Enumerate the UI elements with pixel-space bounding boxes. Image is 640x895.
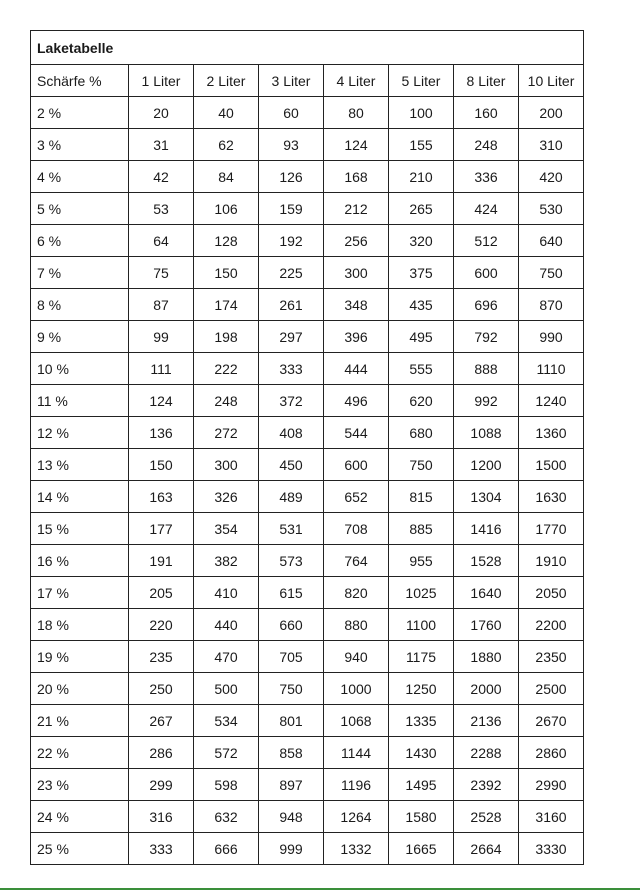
- salt-amount-cell: 205: [129, 577, 194, 609]
- salt-amount-cell: 320: [389, 225, 454, 257]
- salt-amount-cell: 708: [324, 513, 389, 545]
- salt-amount-cell: 20: [129, 97, 194, 129]
- row-label-sharpness: 18 %: [31, 609, 129, 641]
- salt-amount-cell: 489: [259, 481, 324, 513]
- salt-amount-cell: 354: [194, 513, 259, 545]
- column-header-volume: 4 Liter: [324, 65, 389, 97]
- salt-amount-cell: 444: [324, 353, 389, 385]
- salt-amount-cell: 435: [389, 289, 454, 321]
- salt-amount-cell: 1196: [324, 769, 389, 801]
- salt-amount-cell: 150: [129, 449, 194, 481]
- salt-amount-cell: 333: [259, 353, 324, 385]
- salt-amount-cell: 598: [194, 769, 259, 801]
- salt-amount-cell: 93: [259, 129, 324, 161]
- salt-amount-cell: 1144: [324, 737, 389, 769]
- salt-amount-cell: 160: [454, 97, 519, 129]
- salt-amount-cell: 990: [519, 321, 584, 353]
- salt-amount-cell: 267: [129, 705, 194, 737]
- salt-amount-cell: 1640: [454, 577, 519, 609]
- salt-amount-cell: 470: [194, 641, 259, 673]
- table-row: [31, 577, 584, 609]
- salt-amount-cell: 42: [129, 161, 194, 193]
- salt-amount-cell: 660: [259, 609, 324, 641]
- row-label-sharpness: 2 %: [31, 97, 129, 129]
- salt-amount-cell: 159: [259, 193, 324, 225]
- salt-amount-cell: 500: [194, 673, 259, 705]
- salt-amount-cell: 992: [454, 385, 519, 417]
- row-label-sharpness: 24 %: [31, 801, 129, 833]
- table-title: Laketabelle: [31, 31, 584, 65]
- salt-amount-cell: 1088: [454, 417, 519, 449]
- row-label-sharpness: 14 %: [31, 481, 129, 513]
- salt-amount-cell: 1880: [454, 641, 519, 673]
- salt-amount-cell: 1332: [324, 833, 389, 865]
- salt-amount-cell: 600: [324, 449, 389, 481]
- salt-amount-cell: 198: [194, 321, 259, 353]
- salt-amount-cell: 136: [129, 417, 194, 449]
- salt-amount-cell: 250: [129, 673, 194, 705]
- salt-amount-cell: 680: [389, 417, 454, 449]
- table-row: [31, 417, 584, 449]
- salt-amount-cell: 177: [129, 513, 194, 545]
- salt-amount-cell: 60: [259, 97, 324, 129]
- salt-amount-cell: 2670: [519, 705, 584, 737]
- salt-amount-cell: 1360: [519, 417, 584, 449]
- salt-amount-cell: 80: [324, 97, 389, 129]
- salt-amount-cell: 1500: [519, 449, 584, 481]
- salt-amount-cell: 225: [259, 257, 324, 289]
- salt-amount-cell: 1240: [519, 385, 584, 417]
- salt-amount-cell: 297: [259, 321, 324, 353]
- salt-amount-cell: 62: [194, 129, 259, 161]
- salt-amount-cell: 408: [259, 417, 324, 449]
- table-row: [31, 673, 584, 705]
- salt-amount-cell: 1250: [389, 673, 454, 705]
- row-label-sharpness: 12 %: [31, 417, 129, 449]
- column-header-volume: 2 Liter: [194, 65, 259, 97]
- salt-amount-cell: 885: [389, 513, 454, 545]
- column-header-volume: 3 Liter: [259, 65, 324, 97]
- salt-amount-cell: 336: [454, 161, 519, 193]
- row-label-sharpness: 4 %: [31, 161, 129, 193]
- salt-amount-cell: 410: [194, 577, 259, 609]
- salt-amount-cell: 572: [194, 737, 259, 769]
- salt-amount-cell: 99: [129, 321, 194, 353]
- salt-amount-cell: 858: [259, 737, 324, 769]
- salt-amount-cell: 75: [129, 257, 194, 289]
- column-header-volume: 10 Liter: [519, 65, 584, 97]
- row-label-sharpness: 17 %: [31, 577, 129, 609]
- salt-amount-cell: 2500: [519, 673, 584, 705]
- salt-amount-cell: 531: [259, 513, 324, 545]
- table-row: [31, 833, 584, 865]
- table-row: [31, 481, 584, 513]
- salt-amount-cell: 2200: [519, 609, 584, 641]
- row-label-sharpness: 23 %: [31, 769, 129, 801]
- salt-amount-cell: 999: [259, 833, 324, 865]
- salt-amount-cell: 495: [389, 321, 454, 353]
- salt-amount-cell: 1665: [389, 833, 454, 865]
- salt-amount-cell: 128: [194, 225, 259, 257]
- table-body: [31, 97, 584, 865]
- salt-amount-cell: 450: [259, 449, 324, 481]
- salt-amount-cell: 1580: [389, 801, 454, 833]
- salt-amount-cell: 820: [324, 577, 389, 609]
- row-label-sharpness: 9 %: [31, 321, 129, 353]
- salt-amount-cell: 424: [454, 193, 519, 225]
- salt-amount-cell: 573: [259, 545, 324, 577]
- salt-amount-cell: 2528: [454, 801, 519, 833]
- salt-amount-cell: 31: [129, 129, 194, 161]
- salt-amount-cell: 150: [194, 257, 259, 289]
- table-row: [31, 801, 584, 833]
- row-label-sharpness: 15 %: [31, 513, 129, 545]
- salt-amount-cell: 111: [129, 353, 194, 385]
- salt-amount-cell: 620: [389, 385, 454, 417]
- salt-amount-cell: 1100: [389, 609, 454, 641]
- salt-amount-cell: 1430: [389, 737, 454, 769]
- salt-amount-cell: 100: [389, 97, 454, 129]
- salt-amount-cell: 496: [324, 385, 389, 417]
- salt-amount-cell: 420: [519, 161, 584, 193]
- salt-amount-cell: 124: [129, 385, 194, 417]
- table-row: [31, 513, 584, 545]
- salt-amount-cell: 40: [194, 97, 259, 129]
- salt-amount-cell: 256: [324, 225, 389, 257]
- salt-amount-cell: 1416: [454, 513, 519, 545]
- salt-amount-cell: 299: [129, 769, 194, 801]
- salt-amount-cell: 124: [324, 129, 389, 161]
- salt-amount-cell: 750: [389, 449, 454, 481]
- salt-amount-cell: 265: [389, 193, 454, 225]
- salt-amount-cell: 666: [194, 833, 259, 865]
- salt-amount-cell: 168: [324, 161, 389, 193]
- salt-amount-cell: 126: [259, 161, 324, 193]
- salt-amount-cell: 555: [389, 353, 454, 385]
- salt-amount-cell: 192: [259, 225, 324, 257]
- salt-amount-cell: 333: [129, 833, 194, 865]
- salt-amount-cell: 705: [259, 641, 324, 673]
- salt-amount-cell: 2288: [454, 737, 519, 769]
- row-label-sharpness: 25 %: [31, 833, 129, 865]
- salt-amount-cell: 3330: [519, 833, 584, 865]
- table-row: [31, 385, 584, 417]
- salt-amount-cell: 512: [454, 225, 519, 257]
- title-row: [31, 31, 584, 65]
- salt-amount-cell: 316: [129, 801, 194, 833]
- salt-amount-cell: 2050: [519, 577, 584, 609]
- salt-amount-cell: 615: [259, 577, 324, 609]
- salt-amount-cell: 640: [519, 225, 584, 257]
- salt-amount-cell: 64: [129, 225, 194, 257]
- salt-amount-cell: 191: [129, 545, 194, 577]
- salt-amount-cell: 1760: [454, 609, 519, 641]
- salt-amount-cell: 2136: [454, 705, 519, 737]
- row-label-sharpness: 13 %: [31, 449, 129, 481]
- table-row: [31, 609, 584, 641]
- salt-amount-cell: 530: [519, 193, 584, 225]
- salt-amount-cell: 300: [194, 449, 259, 481]
- bottom-divider: [0, 888, 640, 890]
- salt-amount-cell: 248: [454, 129, 519, 161]
- salt-amount-cell: 1264: [324, 801, 389, 833]
- salt-amount-cell: 87: [129, 289, 194, 321]
- table-row: [31, 321, 584, 353]
- salt-amount-cell: 2392: [454, 769, 519, 801]
- table-row: [31, 705, 584, 737]
- salt-amount-cell: 382: [194, 545, 259, 577]
- table-row: [31, 97, 584, 129]
- salt-amount-cell: 764: [324, 545, 389, 577]
- salt-amount-cell: 2350: [519, 641, 584, 673]
- table-row: [31, 289, 584, 321]
- salt-amount-cell: 1630: [519, 481, 584, 513]
- row-label-sharpness: 3 %: [31, 129, 129, 161]
- table-row: [31, 769, 584, 801]
- salt-amount-cell: 750: [519, 257, 584, 289]
- column-header-volume: 1 Liter: [129, 65, 194, 97]
- salt-amount-cell: 2990: [519, 769, 584, 801]
- salt-amount-cell: 310: [519, 129, 584, 161]
- salt-amount-cell: 600: [454, 257, 519, 289]
- row-label-sharpness: 16 %: [31, 545, 129, 577]
- salt-amount-cell: 326: [194, 481, 259, 513]
- salt-amount-cell: 632: [194, 801, 259, 833]
- salt-amount-cell: 200: [519, 97, 584, 129]
- salt-amount-cell: 652: [324, 481, 389, 513]
- column-header-volume: 8 Liter: [454, 65, 519, 97]
- salt-amount-cell: 348: [324, 289, 389, 321]
- row-label-sharpness: 5 %: [31, 193, 129, 225]
- table-row: [31, 225, 584, 257]
- salt-amount-cell: 2860: [519, 737, 584, 769]
- salt-amount-cell: 1025: [389, 577, 454, 609]
- salt-amount-cell: 2000: [454, 673, 519, 705]
- salt-amount-cell: 106: [194, 193, 259, 225]
- salt-amount-cell: 53: [129, 193, 194, 225]
- table-row: [31, 545, 584, 577]
- salt-amount-cell: 2664: [454, 833, 519, 865]
- salt-amount-cell: 220: [129, 609, 194, 641]
- salt-amount-cell: 286: [129, 737, 194, 769]
- salt-amount-cell: 396: [324, 321, 389, 353]
- salt-amount-cell: 300: [324, 257, 389, 289]
- salt-amount-cell: 272: [194, 417, 259, 449]
- salt-amount-cell: 1495: [389, 769, 454, 801]
- salt-amount-cell: 792: [454, 321, 519, 353]
- salt-amount-cell: 440: [194, 609, 259, 641]
- salt-amount-cell: 222: [194, 353, 259, 385]
- salt-amount-cell: 544: [324, 417, 389, 449]
- salt-amount-cell: 1335: [389, 705, 454, 737]
- row-label-sharpness: 11 %: [31, 385, 129, 417]
- salt-amount-cell: 248: [194, 385, 259, 417]
- salt-amount-cell: 235: [129, 641, 194, 673]
- salt-amount-cell: 897: [259, 769, 324, 801]
- salt-amount-cell: 888: [454, 353, 519, 385]
- table-row: [31, 193, 584, 225]
- header-row: [31, 65, 584, 97]
- column-header-sharpness: Schärfe %: [31, 65, 129, 97]
- salt-amount-cell: 1110: [519, 353, 584, 385]
- table-row: [31, 257, 584, 289]
- salt-amount-cell: 534: [194, 705, 259, 737]
- salt-amount-cell: 1770: [519, 513, 584, 545]
- salt-amount-cell: 1068: [324, 705, 389, 737]
- salt-amount-cell: 1304: [454, 481, 519, 513]
- row-label-sharpness: 21 %: [31, 705, 129, 737]
- table-row: [31, 641, 584, 673]
- row-label-sharpness: 10 %: [31, 353, 129, 385]
- salt-amount-cell: 84: [194, 161, 259, 193]
- table-row: [31, 129, 584, 161]
- salt-amount-cell: 174: [194, 289, 259, 321]
- salt-amount-cell: 3160: [519, 801, 584, 833]
- salt-amount-cell: 372: [259, 385, 324, 417]
- row-label-sharpness: 8 %: [31, 289, 129, 321]
- table-row: [31, 449, 584, 481]
- salt-amount-cell: 163: [129, 481, 194, 513]
- salt-amount-cell: 155: [389, 129, 454, 161]
- row-label-sharpness: 22 %: [31, 737, 129, 769]
- row-label-sharpness: 7 %: [31, 257, 129, 289]
- row-label-sharpness: 20 %: [31, 673, 129, 705]
- salt-amount-cell: 870: [519, 289, 584, 321]
- salt-amount-cell: 801: [259, 705, 324, 737]
- salt-amount-cell: 375: [389, 257, 454, 289]
- salt-amount-cell: 1910: [519, 545, 584, 577]
- row-label-sharpness: 6 %: [31, 225, 129, 257]
- salt-amount-cell: 696: [454, 289, 519, 321]
- salt-amount-cell: 261: [259, 289, 324, 321]
- salt-amount-cell: 940: [324, 641, 389, 673]
- salt-amount-cell: 948: [259, 801, 324, 833]
- brine-table: [30, 30, 584, 865]
- salt-amount-cell: 815: [389, 481, 454, 513]
- row-label-sharpness: 19 %: [31, 641, 129, 673]
- salt-amount-cell: 1200: [454, 449, 519, 481]
- salt-amount-cell: 955: [389, 545, 454, 577]
- salt-amount-cell: 1000: [324, 673, 389, 705]
- salt-amount-cell: 880: [324, 609, 389, 641]
- table-row: [31, 353, 584, 385]
- salt-amount-cell: 1528: [454, 545, 519, 577]
- salt-amount-cell: 212: [324, 193, 389, 225]
- table-row: [31, 161, 584, 193]
- salt-amount-cell: 210: [389, 161, 454, 193]
- table-row: [31, 737, 584, 769]
- salt-amount-cell: 750: [259, 673, 324, 705]
- column-header-volume: 5 Liter: [389, 65, 454, 97]
- salt-amount-cell: 1175: [389, 641, 454, 673]
